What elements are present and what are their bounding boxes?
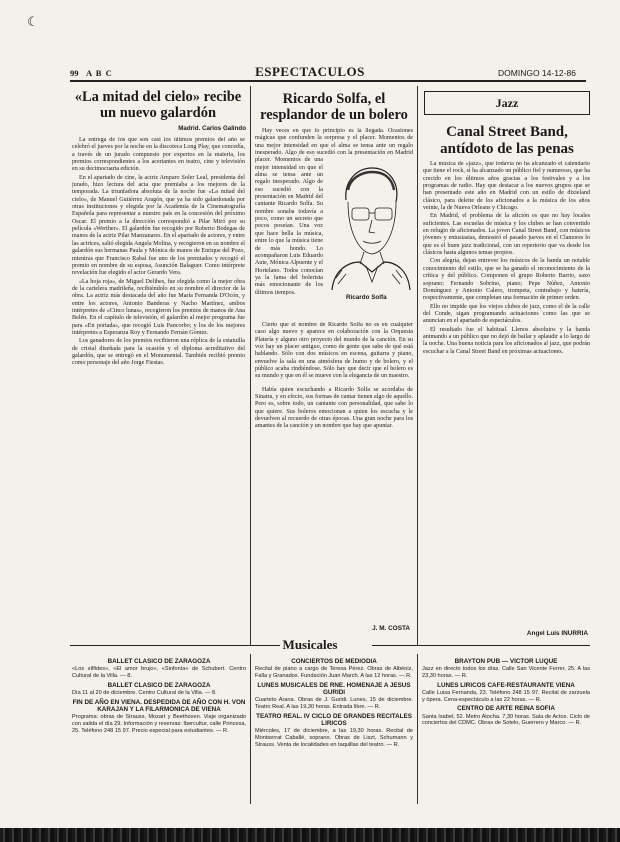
article3-paragraph: Ello no impide que los viejos clubes de jazz, como el de la calle del Conde, sigan programando actuaciones como las que se anuncian en el apartado de espectáculos. (423, 303, 590, 325)
listing-title: LUNES MUSICALES DE RNE. HOMENAJE A JESUS GURIDI (257, 681, 411, 696)
listings-divider (417, 654, 418, 804)
listing-text: Miércoles, 17 de diciembre, a las 19,30 horas. Recital de Montserrat Caballé, soprano. Obras de Liszt, Schumann y Strauss. Venta de localidades en taquillas del teatro. — R. (255, 728, 413, 748)
header-rule (70, 80, 586, 82)
article2-paragraph: Había quien escuchando a Ricardo Solfa se acordaba de Sinatra, y en efecto, sus formas de cantar tienen algo de aquello. Pero es, sobre todo, un cantante con personalidad, que sabe lo que quiere. Sus boleros emocionan a quien los escucha y le devuelven al recuerdo de otras épocas. Una gran noche para los amantes de la canción y un nombre que hay que apuntar. (255, 386, 413, 430)
article2-author: J. M. COSTA (372, 625, 410, 632)
article3-paragraph: La música de «jazz», que todavía no ha alcanzado el calendario que tiene el rock, sí ha alcanzado un público fiel y numeroso, que ha crecido en los últimos años gracias a los festivales y a los programas de radio. Hay que destacar a los nuevos grupos que se han presentado este año en Madrid con un estilo de dixieland clásico, para deleite de los aficionados a la música de los años veinte, la de Nueva Orleans y Chicago. (423, 161, 590, 212)
article3-title: Canal Street Band, antídoto de las penas (440, 124, 574, 157)
article3-paragraph: El resultado fue el habitual. Llenos absolutos y la banda animando a un público que no dejó de bailar y aplaudir a lo largo de la noche. Una buena noticia para los aficionados al jazz, que podrán escuchar a la Canal Street Band en próximas actuaciones. (423, 326, 590, 355)
newspaper-name: A B C (86, 68, 113, 78)
article2-paragraph: placer. Momentos de una mejor intensidad en que el alma se tensa ante un regalo inesperado. Algo de eso sucedió con la presentación en Madrid del cantante Ricardo Solfa. Su nombre sonaba todavía a poco, como un secreto que pocos poseían. Una voz que hace bella la música, entre lo que la música tiene de más hondo. Lo acompañaron Luis Eduardo Aute, Mónica Alpuente y el Hortelano. Todos conocían ya la fama del bolerista más emocionante de los últimos tiempos. (255, 157, 323, 295)
listing-text: Calle Luisa Fernanda, 23. Teléfono 248 15 97. Recital de zarzuela y ópera. Cena-espectáculo a las 22 horas. — R. (422, 690, 590, 703)
portrait-caption: Ricardo Solfa (346, 294, 387, 301)
listings-title: Musicales (282, 637, 338, 652)
article1-body (72, 137, 245, 642)
article2-body-top (255, 128, 413, 155)
listing-title: BALLET CLASICO DE ZARAGOZA (107, 681, 211, 689)
corner-mark: ☾ (27, 14, 39, 29)
listings-divider (250, 654, 251, 804)
listing-title: LUNES LIRICOS CAFE-RESTAURANTE VIENA (437, 681, 575, 689)
article3-body (423, 161, 590, 607)
listing-text: Cuarteto Arana. Obras de J. Guridi. Lunes, 15 de diciembre. Teatro Real. A las 19,30 horas. Entrada libre. — R. (255, 697, 413, 710)
article2-paragraph: Cierto que el nombre de Ricardo Solfa no es en cualquier caso algo nuevo y aparece en colaboración con la Orquesta Platería y alguno otro proyecto del mundo de la canción. En su voz hay un placer antiguo, como de gente que sabe de qué está hablando. Sólo con dos músicos en escena, guitarra y piano, envuelve la sala en una atmósfera de humo y de bolero, y el público acaba rindiéndose. Sólo hay que decir que el bolero es su mundo y que en él se mueve con la elegancia de un maestro. (255, 322, 413, 380)
article3-paragraph: Con alegría, dejan entrever los músicos de la banda un notable conocimiento del estilo, que se ha ganado el reconocimiento de la crítica y del público. Componen el grupo Roberto Barrio, saxo soprano; Fernando Sobrino, piano; Pepe Núñez, Antonio Domínguez y Antonio Calero, trompeta, contrabajo y batería, respectivamente, que completan una formación de primer orden. (423, 258, 590, 302)
article1-title: «La mitad del cielo» recibe un nuevo galardón (74, 89, 242, 121)
column-divider (250, 86, 251, 646)
jazz-section-box (424, 91, 590, 115)
article2-body-left (255, 155, 323, 295)
article1-paragraph: La entrega de los que son casi los últimos premios del año se celebró el jueves por la noche en la discoteca Long Play, que concedía, a través de un jurado compuesto por expertos en la materia, los premios correspondientes a los acertantes en teatro, cine y televisión en su decimocuarta edición. (72, 137, 245, 173)
article1-paragraph: Los ganadores de los premios recibieron una réplica de la estatuilla de cristal diseñada para la ocasión y el diploma acreditativo del galardón, que se entregó en el Monumental. También recibió premio como personaje del año Jorge Fiestas. (72, 338, 245, 367)
article2-title: Ricardo Solfa, el resplandor de un bolero (260, 91, 408, 123)
listings-column-2 (255, 656, 413, 806)
listing-text: Jazz en directo todos los días. Calle San Vicente Ferrer, 25. A las 23,30 horas. — R. (422, 666, 590, 679)
article1-paragraph: «La hoja roja», de Miguel Delibes, fue elegida como la mejor obra de la cartelera madrileña, recibiéndolo en su nombre el director de la obra. La actriz más destacada del año fue María Fernanda D'Ocón, y entre los actores, Antonio Banderas y Nacho Martínez, ambos intérpretes de «Cinco lunas», recogieron los premios de manos de Ana Belén. En el capítulo de televisión, el galardón al mejor programa fue para «En portada», que recogió Luis Pancorbo; y los de los mejores intérpretes a Esperanza Roy y Fernando Fernán Gómez. (72, 278, 245, 336)
listing-title: BRAYTON PUB — VICTOR LUQUE (454, 658, 558, 665)
portrait-sketch (326, 160, 412, 290)
article3-paragraph: En Madrid, el problema de la afición es que no hay locales suficientes. Las escuelas de música y los clubes se han convertido en refugio de aficionados. La joven Canal Street Band, con músicos jóvenes y entusiastas, demostró el pasado jueves en el Clamores lo que es el buen jazz tradicional, con un repertorio que va desde los clásicos hasta algunos temas propios. (423, 213, 590, 257)
column-divider (417, 86, 418, 646)
portrait-image (326, 160, 412, 290)
listing-text: Día 11 al 20 de diciembre. Centro Cultural de la Villa. — 8. (72, 690, 217, 696)
listing-title: TEATRO REAL. IV CICLO DE GRANDES RECITALES LIRICOS (256, 712, 412, 727)
scan-edge (0, 828, 620, 842)
listing-text: Recital de piano a cargo de Teresa Pérez. Obras de Albéniz, Falla y Granados. Fundación Juan March. A las 12 horas. — R. (255, 666, 413, 679)
listing-title: BALLET CLASICO DE ZARAGOZA (107, 658, 211, 665)
page-number: 99 (70, 68, 79, 78)
article3-author: Angel Luis INURRIA (526, 630, 588, 637)
article2-paragraph: Hay veces en que lo principio es la llegada. Ocasiones mágicas que confunden la sorpresa y el placer. Momentos de una mejor intensidad en que el alma se tensa ante un regalo inesperado. Algo de eso sucedió con la presentación en Madrid (255, 128, 413, 155)
listing-text: «Los sílfides», «El amor brujo», «Sinfonía» de Schubert. Centro Cultural de la Villa. — 8. (72, 666, 246, 679)
listings-column-1 (72, 656, 246, 806)
listing-title: CENTRO DE ARTE REINA SOFIA (457, 705, 555, 713)
listing-title: FIN DE AÑO EN VIENA. DESPEDIDA DE AÑO CON H. VON KARAJAN Y LA FILARMONICA DE VIENA (72, 698, 246, 713)
page-date: DOMINGO 14-12-86 (498, 68, 576, 78)
listing-title: CONCIERTOS DE MEDIODIA (291, 658, 377, 665)
listings-rule-right (372, 645, 590, 646)
article1-byline: Madrid. Carlos Galindo (178, 125, 246, 132)
jazz-section-label: Jazz (495, 96, 519, 110)
listing-text: Santa Isabel, 52. Metro Atocha. 7,30 horas. Sala de Actos. Ciclo de conciertos del CDMC. Obras de Sotelo, Guerrero y Marco. — R. (422, 713, 590, 727)
listing-text: Programa: obras de Strauss, Mozart y Beethoven. Viaje organizado con salida el día 29. Información y reservas: Ibercultur, calle Princesa, 25. Teléfono 248 15 97. Precio especial para estudiantes. — R. (72, 714, 246, 734)
listings-column-3 (422, 656, 590, 806)
section-title: ESPECTACULOS (255, 64, 365, 79)
article2-body-bottom (255, 322, 413, 598)
article1-paragraph: En el apartado de cine, la actriz Amparo Soler Leal, presidenta del jurado, hizo lectura del acta que premiaba a los mejores de la temporada. La triunfadora absoluta de la noche fue «La mitad del cielo», de Manuel Gutiérrez Aragón, que ya ha sido galardonada por otras instituciones y elegida por la Academia de la Cinematografía Española para representar a nuestro país en la concesión del próximo Oscar. El premio a la dirección correspondió a Pilar Miró por su película «Werther». El galardón fue recogido por Roberto Bodegas de manos de la actriz Pilar Manzanares. En el apartado de actores, y entre las actrices, salió elegida Angela Molina, y recogieron en su nombre el galardón sus hermanas Paula y Mónica de manos de Enrique del Pozo, mientras que Francisco Rabal fue uno de los premiados y recogió el premio en nombre de su esposa, Asunción Balaguer. Como intérprete revelación fue elegido el actor Gerardo Vera. (72, 174, 245, 277)
